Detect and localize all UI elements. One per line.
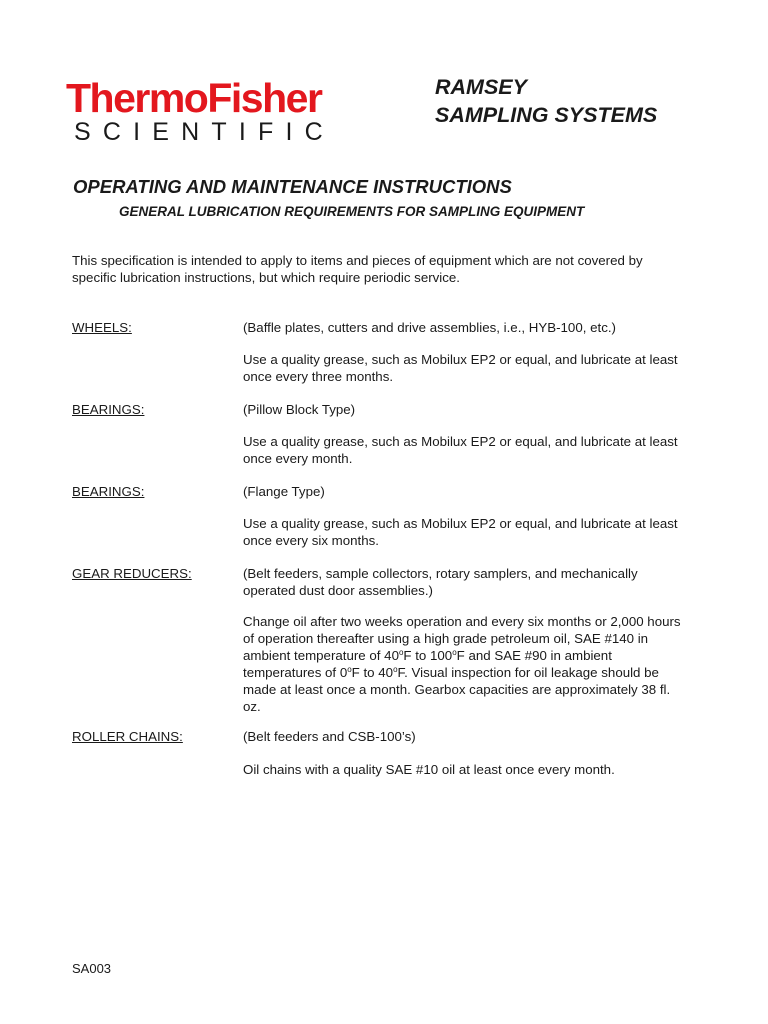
- section-instruction-bearings-pillow: Use a quality grease, such as Mobilux EP2 or equal, and lubricate at least once every month.: [243, 434, 678, 466]
- gear-text-e: F. Visual inspection for oil leakage should be made at least once a month. Gearbox capacities are approximately 38 fl. oz.: [243, 665, 671, 714]
- company-name-line1: RAMSEY: [435, 75, 527, 99]
- section-label-gear-reducers: GEAR REDUCERS:: [72, 566, 192, 581]
- intro-paragraph: This specification is intended to apply to items and pieces of equipment which are not covered by specific lubrication instructions, but which require periodic service.: [72, 253, 643, 285]
- logo-thermo-text: Thermo: [66, 75, 208, 121]
- thermo-fisher-logo: [66, 76, 321, 120]
- gear-text-a: Change oil after two weeks operation and every six months or 2,000 hours of operation thereafter using a high grade petroleum oil, SAE #140 in ambient temperature of 40: [243, 614, 681, 663]
- document-code: SA003: [72, 961, 112, 976]
- company-name: [435, 73, 657, 129]
- section-scope-gear-reducers: (Belt feeders, sample collectors, rotary samplers, and mechanically operated dust door assemblies.): [243, 566, 638, 598]
- company-name-line2: SAMPLING SYSTEMS: [435, 103, 658, 127]
- gear-text-d: F to 40: [351, 665, 394, 680]
- section-instruction-gear-reducers: [243, 613, 683, 715]
- section-label-bearings-pillow: BEARINGS:: [72, 402, 145, 417]
- section-label-bearings-flange: BEARINGS:: [72, 484, 145, 499]
- degree-symbol: o: [347, 665, 352, 674]
- gear-text-c: F and SAE #90 in ambient temperatures of 0: [243, 648, 612, 680]
- gear-text-b: F to 100: [403, 648, 453, 663]
- degree-symbol: o: [398, 648, 404, 657]
- section-instruction-roller-chains: Oil chains with a quality SAE #10 oil at least once every month.: [243, 762, 615, 777]
- degree-symbol: o: [452, 648, 457, 657]
- logo-fisher-text: Fisher: [207, 75, 322, 121]
- section-instruction-bearings-flange: Use a quality grease, such as Mobilux EP2 or equal, and lubricate at least once every six months.: [243, 516, 678, 548]
- section-scope-roller-chains: (Belt feeders and CSB-100’s): [243, 729, 416, 744]
- document-subtitle: GENERAL LUBRICATION REQUIREMENTS FOR SAMPLING EQUIPMENT: [119, 204, 585, 219]
- section-scope-bearings-flange: (Flange Type): [243, 484, 325, 499]
- section-label-roller-chains: ROLLER CHAINS:: [72, 729, 183, 744]
- section-scope-bearings-pillow: (Pillow Block Type): [243, 402, 356, 417]
- document-title: OPERATING AND MAINTENANCE INSTRUCTIONS: [73, 176, 512, 197]
- section-label-wheels: WHEELS:: [72, 320, 132, 335]
- section-scope-wheels: (Baffle plates, cutters and drive assemblies, i.e., HYB-100, etc.): [243, 320, 616, 335]
- degree-symbol: o: [393, 665, 398, 674]
- logo-scientific-text: SCIENTIFIC: [74, 118, 335, 146]
- section-instruction-wheels: Use a quality grease, such as Mobilux EP2 or equal, and lubricate at least once every three months.: [243, 352, 678, 384]
